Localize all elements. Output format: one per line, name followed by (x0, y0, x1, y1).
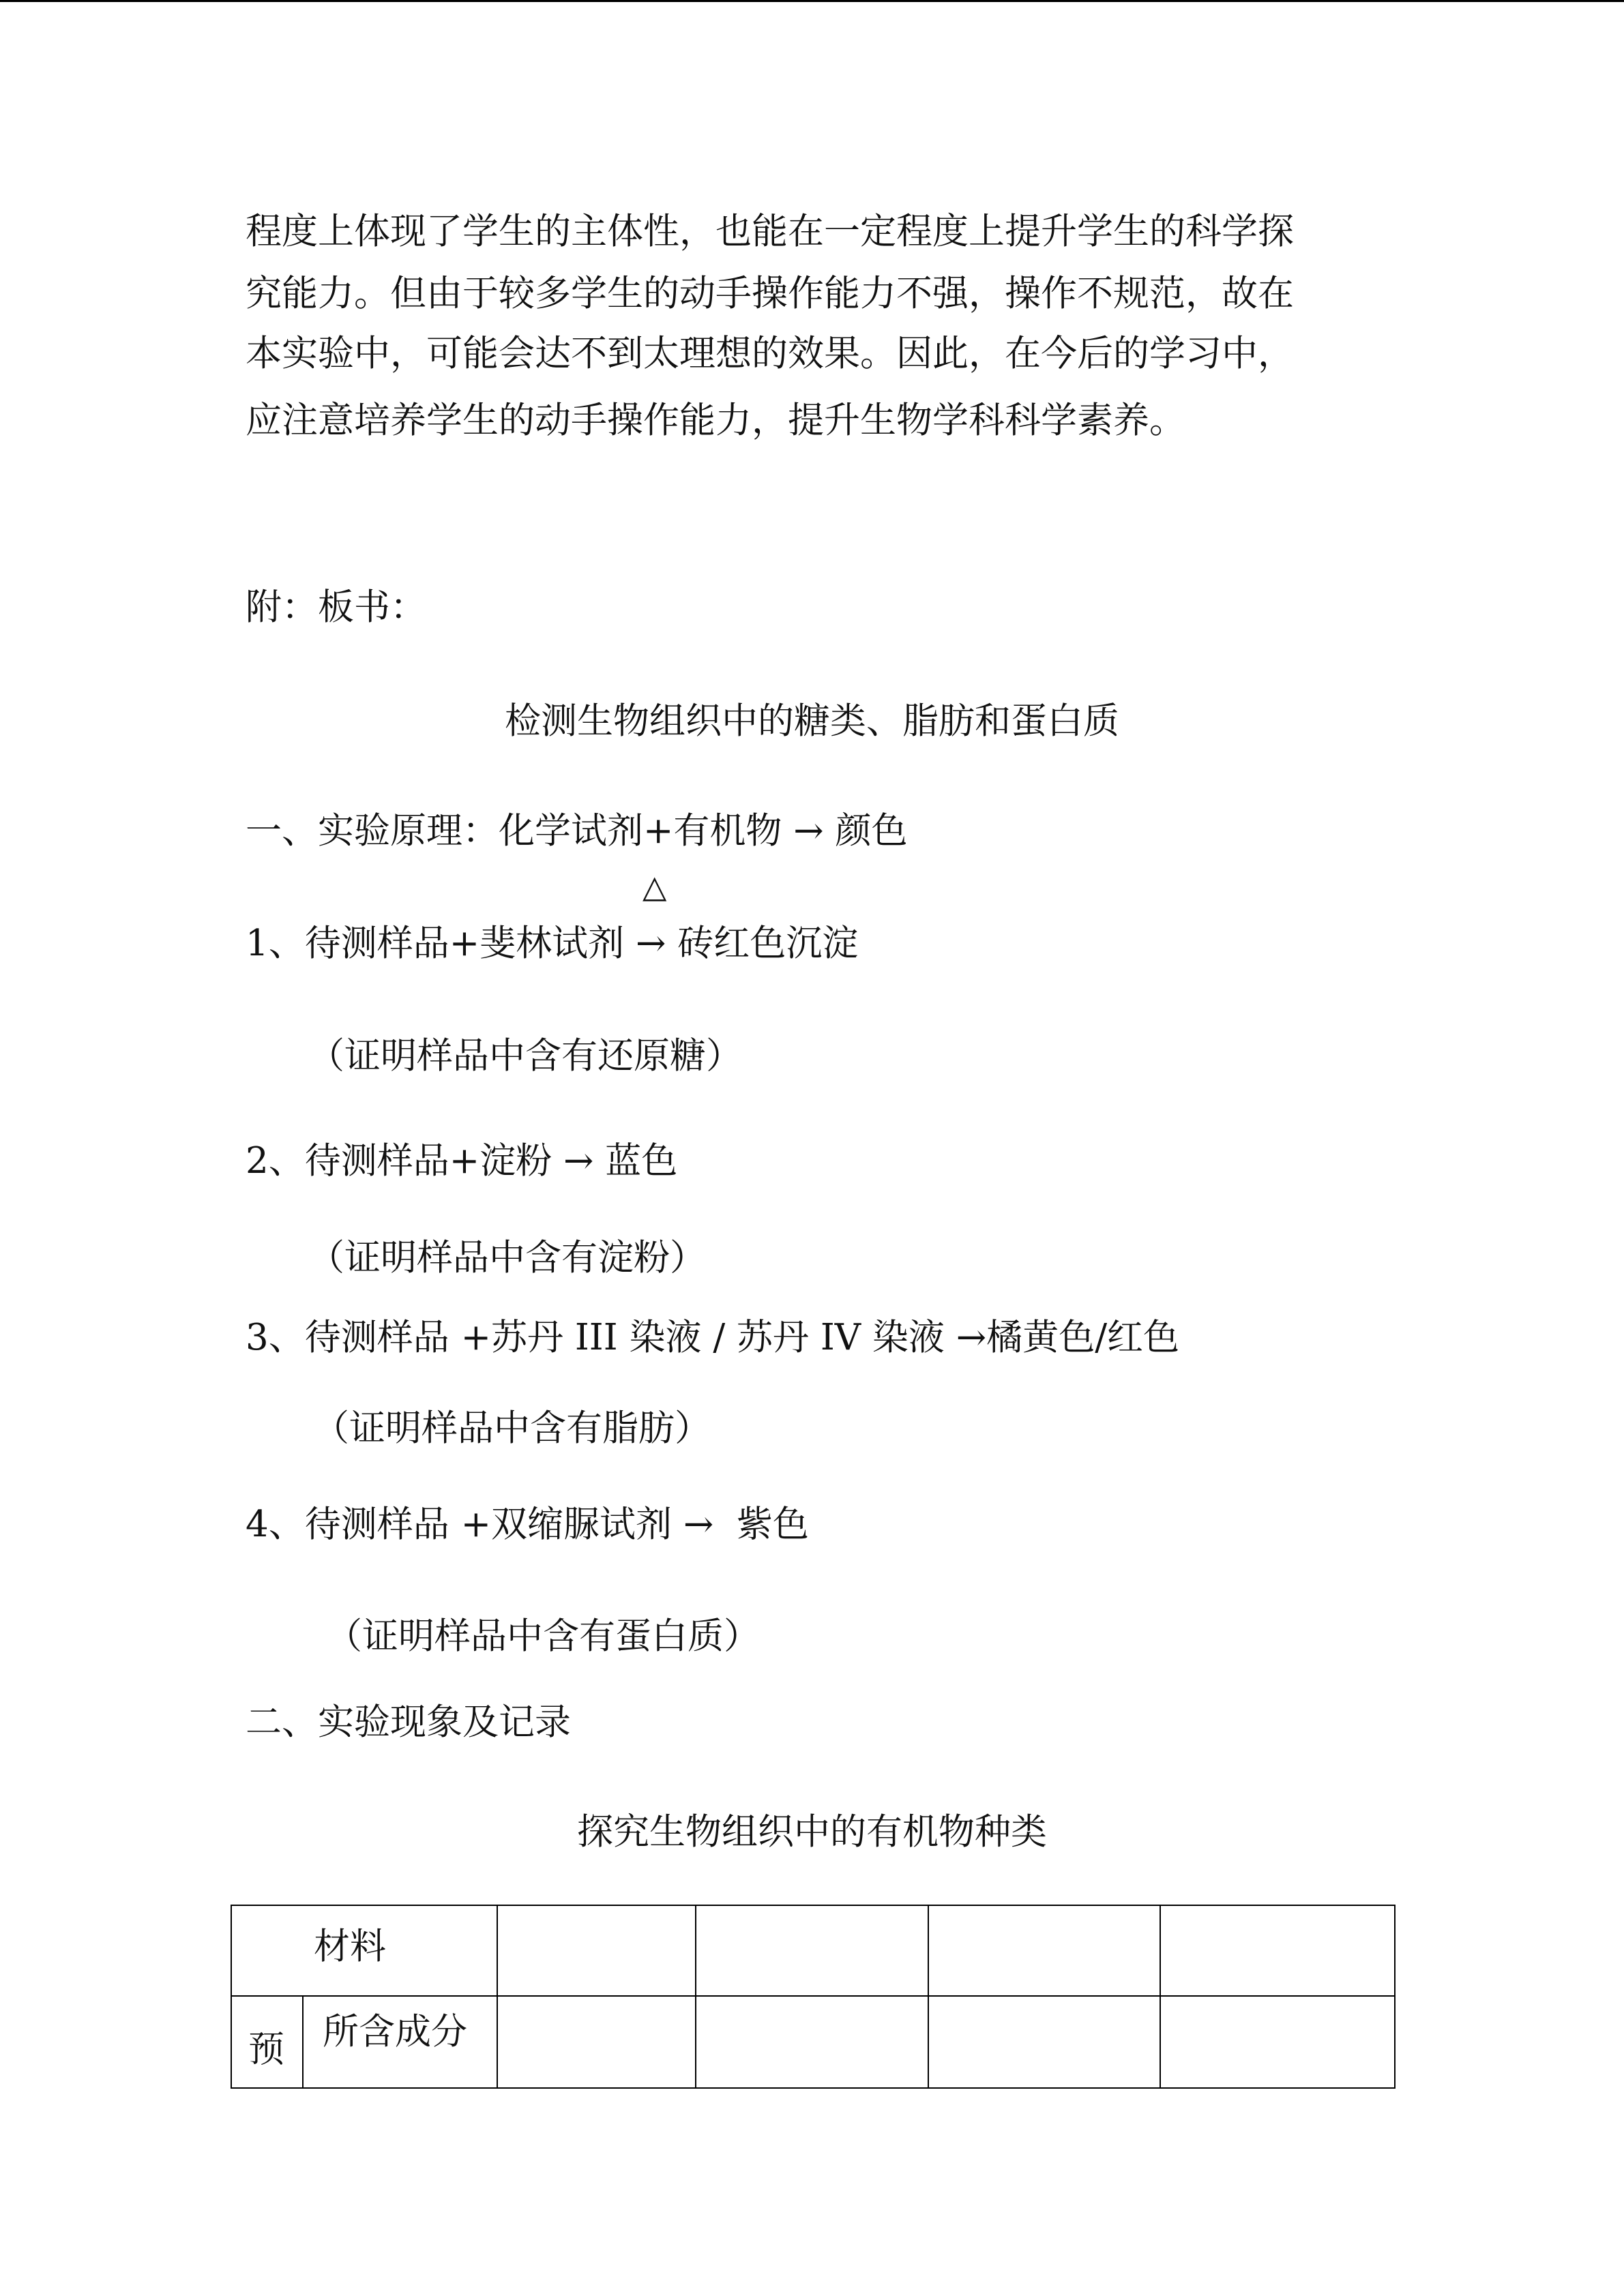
table-cell (696, 1996, 928, 2088)
components-label: 所含成分 (323, 2011, 467, 2053)
paragraph-line: 程度上体现了学生的主体性，也能在一定程度上提升学生的科学探 (246, 211, 1294, 252)
record-table (231, 1905, 1396, 2089)
paragraph-line: 应注意培养学生的动手操作能力，提升生物学科科学素养。 (246, 400, 1185, 441)
material-label: 材料 (314, 1926, 386, 1967)
table-row (231, 1996, 1395, 2088)
table-cell (497, 1996, 696, 2088)
prediction-label: 预 (248, 2029, 284, 2070)
appendix-label: 附：板书： (246, 586, 426, 628)
paragraph-line: 究能力。但由于较多学生的动手操作能力不强，操作不规范，故在 (246, 273, 1294, 314)
table-cell (928, 1996, 1160, 2088)
note-3: （证明样品中含有脂肪） (313, 1407, 711, 1449)
heat-symbol: △ (643, 868, 667, 905)
principle-line: 一、实验原理：化学试剂+有机物 → 颜色 (246, 810, 908, 852)
table-header-cell (303, 1996, 497, 2088)
table-side-cell (231, 1996, 303, 2088)
table-title: 探究生物组织中的有机物种类 (577, 1811, 1047, 1853)
table-row (231, 1905, 1395, 1996)
board-title: 检测生物组织中的糖类、脂肪和蛋白质 (505, 700, 1119, 742)
note-4: （证明样品中含有蛋白质） (326, 1615, 760, 1657)
table-cell (1160, 1996, 1395, 2088)
table-cell (497, 1905, 696, 1996)
page-top-border (0, 0, 1624, 2)
note-1: （证明样品中含有还原糖） (308, 1035, 742, 1077)
table-cell (1160, 1905, 1395, 1996)
reaction-3: 3、待测样品 +苏丹 III 染液 / 苏丹 IV 染液 →橘黄色/红色 (246, 1317, 1180, 1358)
reaction-1: 1、待测样品+斐林试剂 → 砖红色沉淀 (246, 923, 859, 964)
table-cell (696, 1905, 928, 1996)
table-cell (928, 1905, 1160, 1996)
reaction-4: 4、待测样品 +双缩脲试剂 → 紫色 (246, 1504, 809, 1545)
paragraph-line: 本实验中，可能会达不到太理想的效果。因此，在今后的学习中， (246, 333, 1294, 374)
reaction-2: 2、待测样品+淀粉 → 蓝色 (246, 1140, 678, 1182)
table-header-cell (231, 1905, 497, 1996)
note-2: （证明样品中含有淀粉） (308, 1237, 706, 1279)
section-2-heading: 二、实验现象及记录 (246, 1701, 571, 1743)
